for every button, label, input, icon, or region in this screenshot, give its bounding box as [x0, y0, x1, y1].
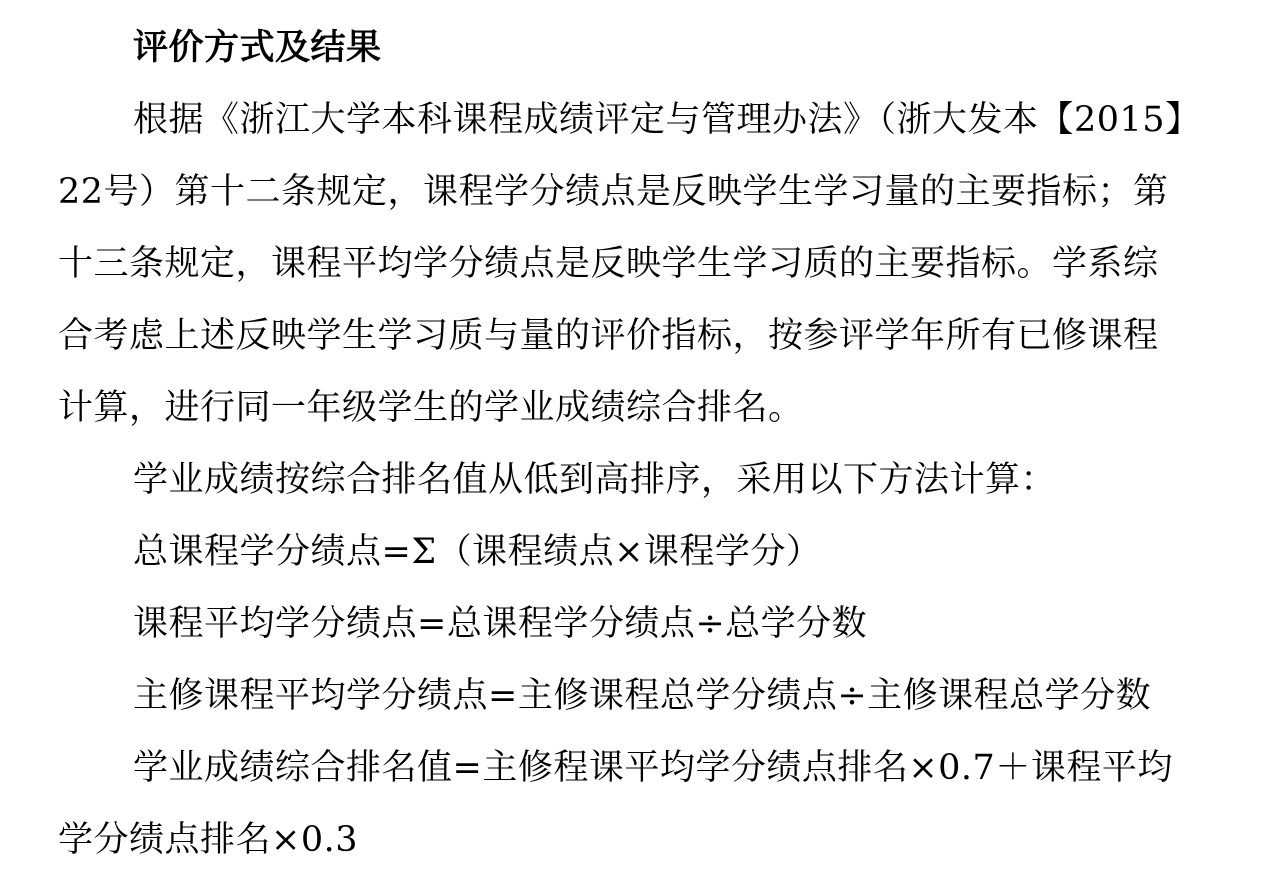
formula-average-credit-points: 课程平均学分绩点=总课程学分绩点÷总学分数 [133, 604, 868, 644]
formula-ranking-value-line-2: 学分绩点排名×0.3 [58, 820, 358, 860]
formula-ranking-value-line-1: 学业成绩综合排名值=主修程课平均学分绩点排名×0.7＋课程平均 [133, 748, 1173, 788]
paragraph-2: 学业成绩按综合排名值从低到高排序，采用以下方法计算： [133, 460, 1057, 500]
paragraph-1-line-4: 合考虑上述反映学生学习质与量的评价指标，按参评学年所有已修课程 [58, 316, 1159, 356]
formula-major-average-credit-points: 主修课程平均学分绩点=主修课程总学分绩点÷主修课程总学分数 [133, 676, 1152, 716]
section-heading: 评价方式及结果 [133, 27, 382, 68]
paragraph-1-line-1: 根据《浙江大学本科课程成绩评定与管理办法》（浙大发本【2015】 [133, 100, 1201, 140]
formula-total-credit-points: 总课程学分绩点=Σ（课程绩点×课程学分） [133, 532, 822, 572]
paragraph-1-line-2: 22号）第十二条规定，课程学分绩点是反映学生学习量的主要指标；第 [58, 172, 1169, 212]
paragraph-1-line-5: 计算，进行同一年级学生的学业成绩综合排名。 [58, 388, 804, 428]
paragraph-1-line-3: 十三条规定，课程平均学分绩点是反映学生学习质的主要指标。学系综 [58, 244, 1159, 284]
